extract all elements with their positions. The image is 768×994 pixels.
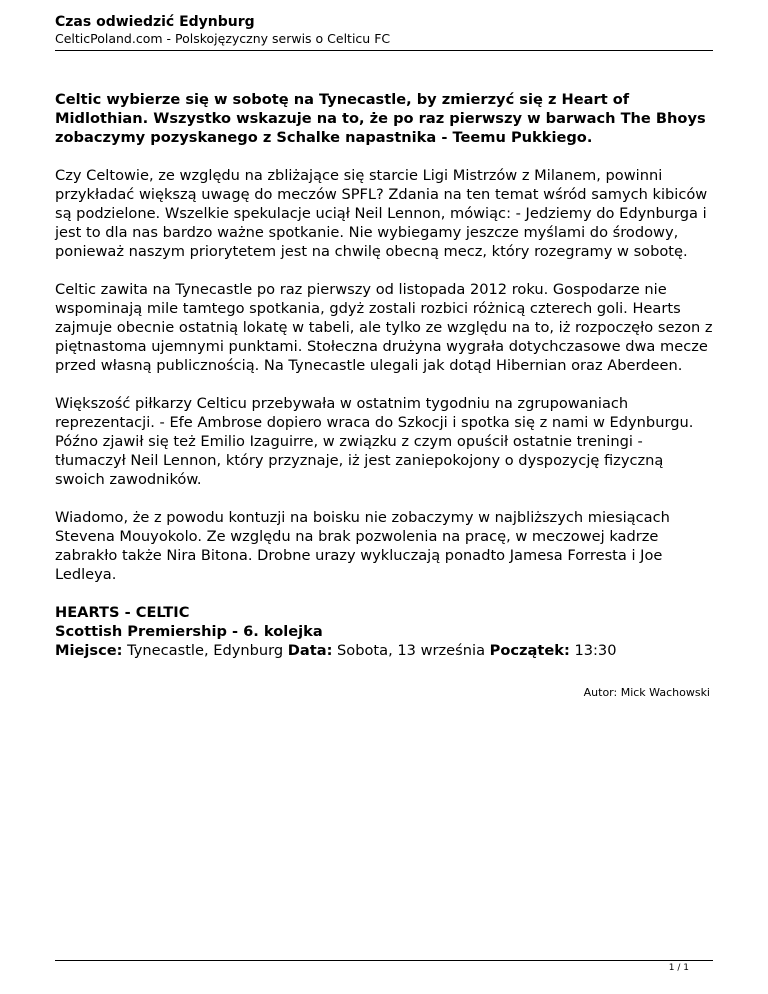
article-lead: Celtic wybierze się w sobotę na Tynecastle, by zmierzyć się z Heart of Midlothian. Wszystko wskazuje na to, że po raz pierwszy w barwach The Bhoys zobaczymy pozyskanego z Schalke napastnika - Teemu Pukkiego.	[55, 91, 706, 146]
page-number: 1 / 1	[668, 963, 689, 973]
date-value: Sobota, 13 września	[337, 642, 486, 659]
article-paragraph-1: Czy Celtowie, ze względu na zbliżające się starcie Ligi Mistrzów z Milanem, powinni przykładać większą uwagę do meczów SPFL? Zdania na ten temat wśród samych kibiców są podzielone. Wszelkie spekulacje uciął Neil Lennon, mówiąc: - Jedziemy do Edynburga i jest to dla nas bardzo ważne spotkanie. Nie wybiegamy jeszcze myślami do środowy, ponieważ naszym priorytetem jest na chwilę obecną mecz, który rozegramy w sobotę.	[55, 167, 708, 260]
date-label: Data:	[287, 642, 333, 659]
article-paragraph-4: Wiadomo, że z powodu kontuzji na boisku nie zobaczymy w najbliższych miesiącach Stevena Mouyokolo. Ze względu na brak pozwolenia na pracę, w meczowej kadrze zabrakło także Nira Bitona. Drobne urazy wykluczają ponadto Jamesa Forresta i Joe Ledleya.	[55, 509, 670, 583]
match-info	[55, 603, 715, 660]
start-label: Początek:	[489, 642, 570, 659]
site-subtitle: CelticPoland.com - Polskojęzyczny serwis o Celticu FC	[55, 31, 391, 46]
article-body	[55, 90, 715, 660]
venue-value: Tynecastle, Edynburg	[127, 642, 284, 659]
match-teams: HEARTS - CELTIC	[55, 604, 190, 621]
author-credit: Autor: Mick Wachowski	[583, 686, 710, 699]
article-paragraph-3: Większość piłkarzy Celticu przebywała w ostatnim tygodniu na zgrupowaniach reprezentacji. - Efe Ambrose dopiero wraca do Szkocji i spotka się z nami w Edynburgu. Późno zjawił się też Emilio Izaguirre, w związku z czym opuścił ostatnie treningi - tłumaczył Neil Lennon, który przyznaje, iż jest zaniepokojony o dyspozycję fizyczną swoich zawodników.	[55, 395, 694, 488]
venue-label: Miejsce:	[55, 642, 123, 659]
page-footer	[55, 960, 713, 973]
article-paragraph-2: Celtic zawita na Tynecastle po raz pierwszy od listopada 2012 roku. Gospodarze nie wspominają mile tamtego spotkania, gdyż zostali rozbici różnicą czterech goli. Hearts zajmuje obecnie ostatnią lokatę w tabeli, ale tylko ze względu na to, iż rozpoczęło sezon z piętnastoma ujemnymi punktami. Stołeczna drużyna wygrała dotychczasowe dwa mecze przed własną publicznością. Na Tynecastle ulegali jak dotąd Hibernian oraz Aberdeen.	[55, 281, 713, 374]
match-competition: Scottish Premiership - 6. kolejka	[55, 623, 323, 640]
match-details	[55, 641, 715, 660]
start-value: 13:30	[574, 642, 617, 659]
page-header	[55, 14, 713, 51]
page-title: Czas odwiedzić Edynburg	[55, 14, 255, 30]
